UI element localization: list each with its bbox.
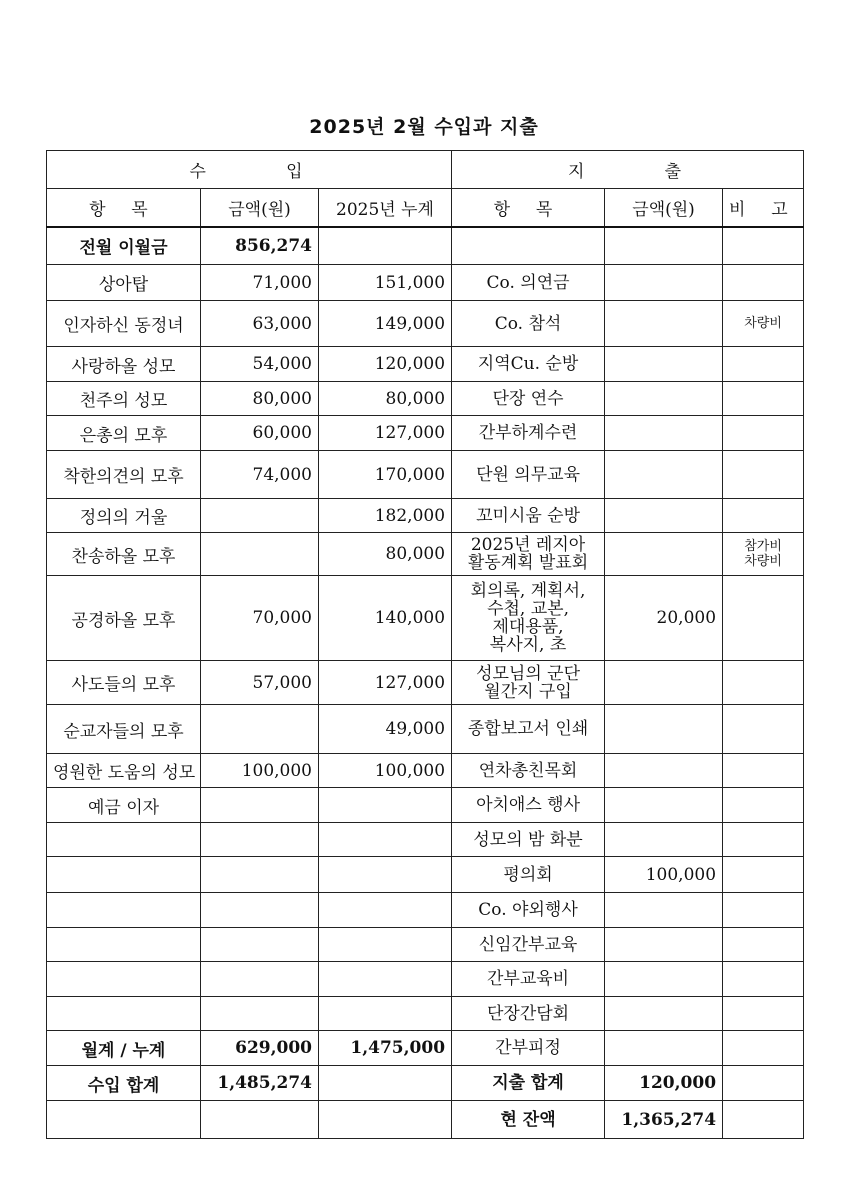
income-amount-cell <box>201 533 319 576</box>
note-cell <box>723 227 804 265</box>
col-expense-amount: 금액(원) <box>605 189 723 227</box>
cumulative-cell: 1,475,000 <box>319 1031 452 1066</box>
expense-item-cell: 지출 합계 <box>452 1066 605 1101</box>
expense-amount-cell <box>605 301 723 347</box>
table-row <box>47 857 804 893</box>
expense-item-cell: 연차총친목회 <box>452 754 605 788</box>
note-cell <box>723 1031 804 1066</box>
table-row <box>47 301 804 347</box>
expense-header: 지 출 <box>452 151 804 189</box>
note-cell <box>723 962 804 997</box>
cumulative-cell <box>319 823 452 857</box>
table-row <box>47 1031 804 1066</box>
cumulative-cell <box>319 788 452 823</box>
note-cell <box>723 893 804 928</box>
expense-item-cell: 아치애스 행사 <box>452 788 605 823</box>
cumulative-cell: 127,000 <box>319 416 452 451</box>
cumulative-cell: 120,000 <box>319 347 452 382</box>
note-cell <box>723 347 804 382</box>
expense-amount-cell <box>605 893 723 928</box>
income-header: 수 입 <box>47 151 452 189</box>
note-cell: 참가비 차량비 <box>723 533 804 576</box>
note-cell <box>723 705 804 754</box>
income-item-cell: 사도들의 모후 <box>47 661 201 705</box>
table-row <box>47 893 804 928</box>
cumulative-cell: 80,000 <box>319 382 452 416</box>
expense-amount-cell <box>605 382 723 416</box>
page-title: 2025년 2월 수입과 지출 <box>309 116 539 138</box>
note-cell <box>723 857 804 893</box>
expense-amount-cell <box>605 661 723 705</box>
note-cell <box>723 754 804 788</box>
cumulative-cell: 182,000 <box>319 499 452 533</box>
cumulative-cell <box>319 962 452 997</box>
expense-amount-cell <box>605 533 723 576</box>
income-item-cell <box>47 823 201 857</box>
income-item-cell: 예금 이자 <box>47 788 201 823</box>
income-item-cell <box>47 857 201 893</box>
expense-item-cell: 신임간부교육 <box>452 928 605 962</box>
cumulative-cell <box>319 997 452 1031</box>
income-item-cell: 상아탑 <box>47 265 201 301</box>
table-row <box>47 928 804 962</box>
table-row <box>47 997 804 1031</box>
cumulative-cell: 80,000 <box>319 533 452 576</box>
expense-amount-cell <box>605 754 723 788</box>
income-item-cell: 인자하신 동정녀 <box>47 301 201 347</box>
income-item-cell: 착한의견의 모후 <box>47 451 201 499</box>
table-row <box>47 788 804 823</box>
income-item-cell: 은총의 모후 <box>47 416 201 451</box>
cumulative-cell: 170,000 <box>319 451 452 499</box>
table-row <box>47 661 804 705</box>
expense-amount-cell <box>605 265 723 301</box>
table-row <box>47 227 804 265</box>
income-amount-cell: 71,000 <box>201 265 319 301</box>
income-amount-cell: 629,000 <box>201 1031 319 1066</box>
cumulative-cell: 149,000 <box>319 301 452 347</box>
section-header-row <box>47 151 804 189</box>
cumulative-cell <box>319 227 452 265</box>
note-cell <box>723 823 804 857</box>
table-row <box>47 499 804 533</box>
table-row <box>47 962 804 997</box>
expense-item-cell: 종합보고서 인쇄 <box>452 705 605 754</box>
income-item-cell: 정의의 거울 <box>47 499 201 533</box>
expense-amount-cell <box>605 347 723 382</box>
income-item-cell: 전월 이월금 <box>47 227 201 265</box>
income-item-cell <box>47 893 201 928</box>
income-amount-cell <box>201 997 319 1031</box>
income-amount-cell: 80,000 <box>201 382 319 416</box>
expense-item-cell: Co. 참석 <box>452 301 605 347</box>
expense-amount-cell <box>605 928 723 962</box>
income-amount-cell: 1,485,274 <box>201 1066 319 1101</box>
table-row <box>47 1066 804 1101</box>
expense-amount-cell <box>605 416 723 451</box>
expense-amount-cell: 20,000 <box>605 576 723 661</box>
cumulative-cell: 100,000 <box>319 754 452 788</box>
col-income-amount: 금액(원) <box>201 189 319 227</box>
income-item-cell: 천주의 성모 <box>47 382 201 416</box>
expense-item-cell: 현 잔액 <box>452 1101 605 1139</box>
income-item-cell: 순교자들의 모후 <box>47 705 201 754</box>
note-cell <box>723 928 804 962</box>
income-item-cell <box>47 997 201 1031</box>
income-amount-cell: 74,000 <box>201 451 319 499</box>
expense-amount-cell: 1,365,274 <box>605 1101 723 1139</box>
expense-amount-cell: 100,000 <box>605 857 723 893</box>
cumulative-cell: 151,000 <box>319 265 452 301</box>
expense-amount-cell <box>605 451 723 499</box>
expense-item-cell: 간부피정 <box>452 1031 605 1066</box>
expense-item-cell: 평의회 <box>452 857 605 893</box>
cumulative-cell <box>319 893 452 928</box>
expense-item-cell: 성모님의 군단 월간지 구입 <box>452 661 605 705</box>
expense-item-cell: 성모의 밤 화분 <box>452 823 605 857</box>
cumulative-cell <box>319 857 452 893</box>
income-amount-cell <box>201 962 319 997</box>
note-cell <box>723 1066 804 1101</box>
expense-item-cell: 단장 연수 <box>452 382 605 416</box>
note-cell <box>723 451 804 499</box>
cumulative-cell: 127,000 <box>319 661 452 705</box>
expense-amount-cell <box>605 499 723 533</box>
income-item-cell <box>47 928 201 962</box>
income-amount-cell: 60,000 <box>201 416 319 451</box>
note-cell <box>723 416 804 451</box>
note-cell <box>723 661 804 705</box>
income-amount-cell: 100,000 <box>201 754 319 788</box>
income-amount-cell <box>201 1101 319 1139</box>
income-amount-cell <box>201 928 319 962</box>
note-cell <box>723 788 804 823</box>
cumulative-cell: 140,000 <box>319 576 452 661</box>
table-row <box>47 705 804 754</box>
cumulative-cell <box>319 1101 452 1139</box>
income-item-cell: 수입 합계 <box>47 1066 201 1101</box>
income-item-cell: 월계 / 누계 <box>47 1031 201 1066</box>
expense-item-cell <box>452 227 605 265</box>
expense-amount-cell <box>605 823 723 857</box>
table-row <box>47 416 804 451</box>
expense-amount-cell <box>605 227 723 265</box>
note-cell <box>723 997 804 1031</box>
income-item-cell <box>47 1101 201 1139</box>
expense-item-cell: 꼬미시움 순방 <box>452 499 605 533</box>
note-cell <box>723 382 804 416</box>
ledger-table <box>46 150 804 1139</box>
income-amount-cell <box>201 857 319 893</box>
col-income-item: 항 목 <box>47 189 201 227</box>
income-item-cell: 찬송하올 모후 <box>47 533 201 576</box>
table-row <box>47 754 804 788</box>
col-cumulative: 2025년 누계 <box>319 189 452 227</box>
table-row <box>47 265 804 301</box>
table-row <box>47 1101 804 1139</box>
expense-item-cell: Co. 야외행사 <box>452 893 605 928</box>
col-note: 비 고 <box>723 189 804 227</box>
income-amount-cell <box>201 705 319 754</box>
expense-amount-cell <box>605 788 723 823</box>
income-amount-cell: 63,000 <box>201 301 319 347</box>
income-item-cell: 사랑하올 성모 <box>47 347 201 382</box>
income-amount-cell <box>201 788 319 823</box>
note-cell <box>723 265 804 301</box>
column-header-row <box>47 189 804 227</box>
cumulative-cell <box>319 1066 452 1101</box>
cumulative-cell: 49,000 <box>319 705 452 754</box>
income-item-cell <box>47 962 201 997</box>
income-amount-cell <box>201 823 319 857</box>
income-amount-cell <box>201 893 319 928</box>
note-cell <box>723 1101 804 1139</box>
table-row <box>47 382 804 416</box>
table-row <box>47 576 804 661</box>
income-amount-cell: 70,000 <box>201 576 319 661</box>
income-amount-cell: 54,000 <box>201 347 319 382</box>
note-cell: 차량비 <box>723 301 804 347</box>
expense-item-cell: 간부교육비 <box>452 962 605 997</box>
expense-item-cell: 단원 의무교육 <box>452 451 605 499</box>
expense-item-cell: 2025년 레지아 활동계획 발표회 <box>452 533 605 576</box>
income-amount-cell: 856,274 <box>201 227 319 265</box>
table-row <box>47 533 804 576</box>
table-row <box>47 347 804 382</box>
table-row <box>47 823 804 857</box>
expense-amount-cell <box>605 1031 723 1066</box>
income-amount-cell <box>201 499 319 533</box>
note-cell <box>723 499 804 533</box>
expense-amount-cell <box>605 997 723 1031</box>
expense-item-cell: 회의록, 계획서, 수첩, 교본, 제대용품, 복사지, 초 <box>452 576 605 661</box>
expense-amount-cell: 120,000 <box>605 1066 723 1101</box>
cumulative-cell <box>319 928 452 962</box>
expense-amount-cell <box>605 962 723 997</box>
expense-item-cell: 간부하계수련 <box>452 416 605 451</box>
income-item-cell: 공경하올 모후 <box>47 576 201 661</box>
note-cell <box>723 576 804 661</box>
income-item-cell: 영원한 도움의 성모 <box>47 754 201 788</box>
expense-item-cell: 단장간담회 <box>452 997 605 1031</box>
income-amount-cell: 57,000 <box>201 661 319 705</box>
expense-item-cell: 지역Cu. 순방 <box>452 347 605 382</box>
expense-amount-cell <box>605 705 723 754</box>
col-expense-item: 항 목 <box>452 189 605 227</box>
expense-item-cell: Co. 의연금 <box>452 265 605 301</box>
table-row <box>47 451 804 499</box>
